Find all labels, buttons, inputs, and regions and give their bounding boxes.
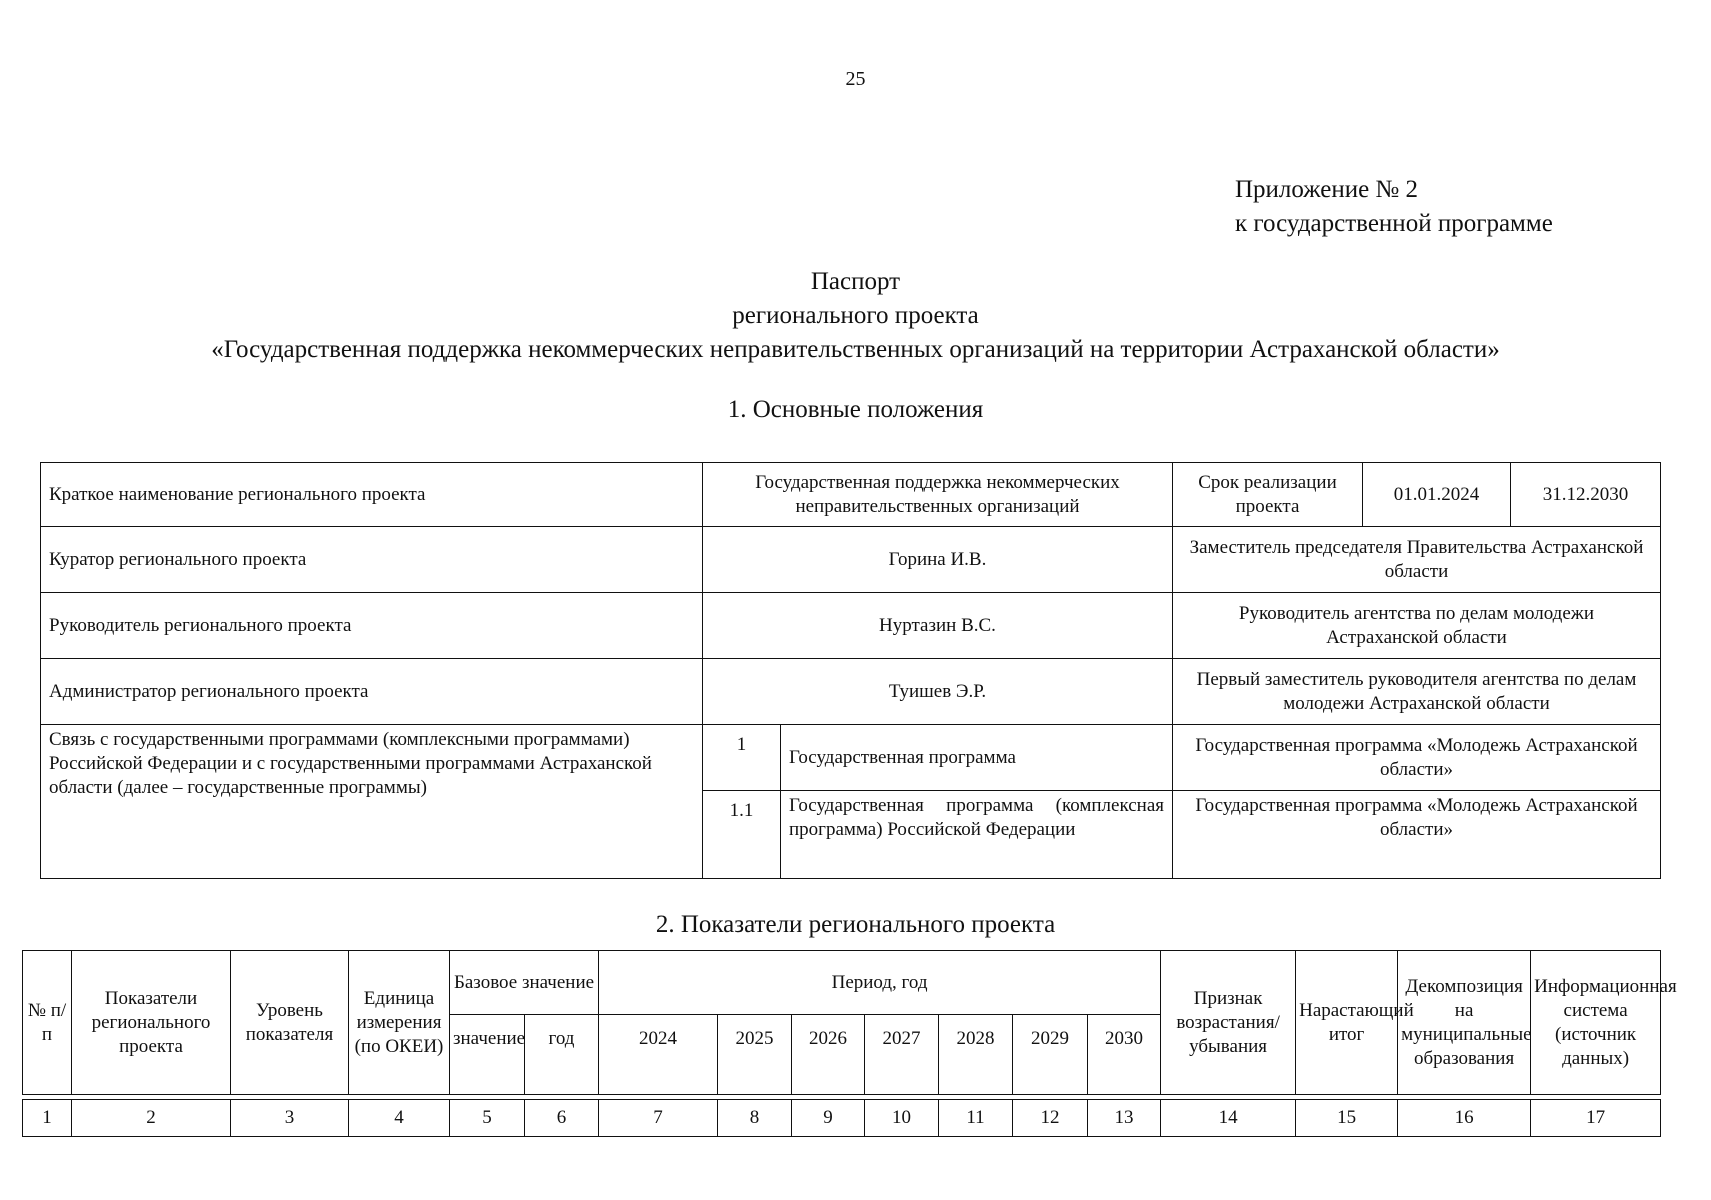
administrator-label: Администратор регионального проекта — [41, 659, 703, 725]
curator-label: Куратор регионального проекта — [41, 527, 703, 593]
program-number: 1.1 — [703, 791, 781, 879]
program-value: Государственная программа «Молодежь Астраханской области» — [1173, 791, 1661, 879]
col-header-cumulative: Нарастающий итог — [1296, 951, 1398, 1095]
passport-line-1: Паспорт — [810, 268, 901, 295]
col-header-year: 2029 — [1013, 1015, 1088, 1095]
term-label: Срок реализации проекта — [1173, 463, 1363, 527]
column-number-row — [23, 1100, 1661, 1137]
appendix-line-1: Приложение № 2 — [1235, 176, 1419, 203]
programs-link-label: Связь с государственными программами (комплексными программами) Российской Федерации и с государственными программами Астраханской области (далее – государственные программы) — [41, 725, 703, 879]
section-2-title: 2. Показатели регионального проекта — [655, 911, 1056, 938]
head-name: Нуртазин В.С. — [703, 593, 1173, 659]
column-number: 4 — [349, 1100, 450, 1137]
main-provisions-table — [40, 462, 1661, 879]
column-number: 17 — [1531, 1100, 1661, 1137]
header-row — [23, 951, 1661, 1015]
column-number: 14 — [1161, 1100, 1296, 1137]
column-number: 8 — [718, 1100, 792, 1137]
col-header-year: 2030 — [1088, 1015, 1161, 1095]
column-number: 12 — [1013, 1100, 1088, 1137]
col-header-sign: Признак возрастания/убывания — [1161, 951, 1296, 1095]
program-type: Государственная программа — [781, 725, 1173, 791]
table-row — [41, 593, 1661, 659]
col-header-year: 2025 — [718, 1015, 792, 1095]
short-name-label: Краткое наименование регионального проекта — [41, 463, 703, 527]
column-number: 16 — [1398, 1100, 1531, 1137]
col-header-year: 2027 — [865, 1015, 939, 1095]
page-number: 25 — [845, 68, 866, 90]
column-number: 6 — [525, 1100, 599, 1137]
col-header-year: 2026 — [792, 1015, 865, 1095]
table-row — [41, 463, 1661, 527]
start-date: 01.01.2024 — [1363, 463, 1511, 527]
indicators-table — [22, 950, 1677, 1137]
column-number: 7 — [599, 1100, 718, 1137]
column-number: 15 — [1296, 1100, 1398, 1137]
col-header-indicators: Показатели регионального проекта — [72, 951, 231, 1095]
passport-title — [0, 265, 1711, 367]
col-header-level: Уровень показателя — [231, 951, 349, 1095]
curator-position: Заместитель председателя Правительства Астраханской области — [1173, 527, 1661, 593]
section-1-title: 1. Основные положения — [727, 396, 984, 423]
column-number: 5 — [450, 1100, 525, 1137]
column-number: 9 — [792, 1100, 865, 1137]
col-header-base-value: значение — [450, 1015, 525, 1095]
col-header-year: 2024 — [599, 1015, 718, 1095]
appendix-line-2: к государственной программе — [1235, 210, 1553, 237]
head-label: Руководитель регионального проекта — [41, 593, 703, 659]
column-number: 3 — [231, 1100, 349, 1137]
column-number: 11 — [939, 1100, 1013, 1137]
end-date: 31.12.2030 — [1511, 463, 1661, 527]
col-header-base-year: год — [525, 1015, 599, 1095]
passport-line-2: регионального проекта — [732, 302, 979, 329]
column-number: 10 — [865, 1100, 939, 1137]
column-number: 13 — [1088, 1100, 1161, 1137]
col-header-period: Период, год — [599, 951, 1161, 1015]
program-number: 1 — [703, 725, 781, 791]
col-header-number: № п/п — [23, 951, 72, 1095]
appendix-note — [1235, 173, 1553, 241]
column-number: 2 — [72, 1100, 231, 1137]
curator-name: Горина И.В. — [703, 527, 1173, 593]
col-header-unit: Единица измерения (по ОКЕИ) — [349, 951, 450, 1095]
table-row — [41, 725, 1661, 791]
table-row — [41, 527, 1661, 593]
col-header-year: 2028 — [939, 1015, 1013, 1095]
program-value: Государственная программа «Молодежь Астраханской области» — [1173, 725, 1661, 791]
table-row — [41, 659, 1661, 725]
administrator-position: Первый заместитель руководителя агентства по делам молодежи Астраханской области — [1173, 659, 1661, 725]
col-header-decomposition: Декомпозиция на муниципальные образования — [1398, 951, 1531, 1095]
column-number: 1 — [23, 1100, 72, 1137]
administrator-name: Туишев Э.Р. — [703, 659, 1173, 725]
col-header-info-system: Информационная система (источник данных) — [1531, 951, 1661, 1095]
head-position: Руководитель агентства по делам молодежи Астраханской области — [1173, 593, 1661, 659]
passport-line-3: «Государственная поддержка некоммерческих неправительственных организаций на территории Астраханской области» — [211, 336, 1500, 363]
col-header-base: Базовое значение — [450, 951, 599, 1015]
program-type: Государственная программа (комплексная программа) Российской Федерации — [781, 791, 1173, 879]
short-name-value: Государственная поддержка некоммерческих неправительственных организаций — [703, 463, 1173, 527]
